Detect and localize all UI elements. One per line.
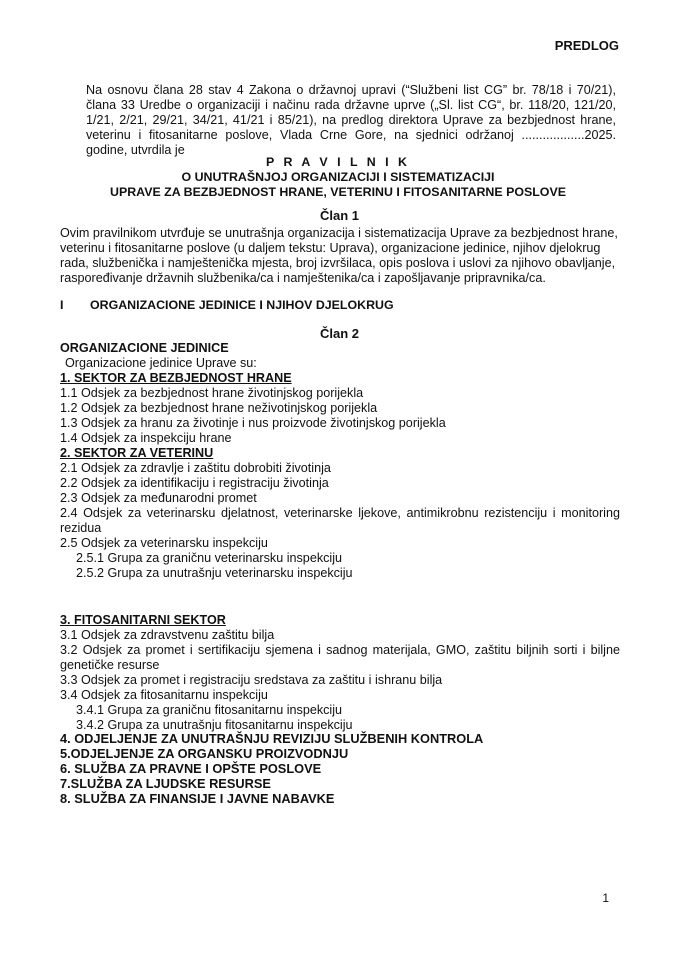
list-item: 2.2 Odsjek za identifikaciju i registraciju životinja	[60, 476, 329, 490]
document-title-block	[60, 155, 616, 200]
list-item: 1.4 Odsjek za inspekciju hrane	[60, 431, 232, 445]
list-item: 2.3 Odsjek za međunarodni promet	[60, 491, 257, 505]
clan-1-heading: Član 1	[319, 208, 359, 223]
page-number: 1	[602, 891, 609, 905]
unit-item: 4. ODJELJENJE ZA UNUTRAŠNJU REVIZIJU SLUŽBENIH KONTROLA	[60, 731, 484, 746]
list-item: 1.3 Odsjek za hranu za životinje i nus proizvode životinjskog porijekla	[60, 416, 446, 430]
list-item: 3.4 Odsjek za fitosanitarnu inspekciju	[60, 688, 268, 702]
list-item: 2.1 Odsjek za zdravlje i zaštitu dobrobiti životinja	[60, 461, 331, 475]
section-i-label: ORGANIZACIONE JEDINICE I NJIHOV DJELOKRUG	[90, 298, 394, 312]
unit-item: 6. SLUŽBA ZA PRAVNE I OPŠTE POSLOVE	[60, 761, 322, 776]
org-units-intro: Organizacione jedinice Uprave su:	[65, 356, 257, 370]
group-item: 2.5.2 Grupa za unutrašnju veterinarsku inspekciju	[76, 566, 353, 580]
clan-1-text: Ovim pravilnikom utvrđuje se unutrašnja organizacija i sistematizacija Uprave za bezbjednost hrane, veterinu i fitosanitarne poslove (u daljem tekstu: Uprava), organizacione jedinice, njihov djelokrug rada, službenička i namještenička mjesta, broj izvršilaca, opis poslova i uslovi za njihovo obavljanje, raspoređivanje državnih službenika/ca i namještenika/ca i zapošljavanje pripravnika/ca.	[60, 226, 618, 285]
organizational-units-list	[60, 341, 620, 733]
unit-item: 7.SLUŽBA ZA LJUDSKE RESURSE	[60, 776, 271, 791]
list-item: 1.2 Odsjek za bezbjednost hrane neživotinjskog porijekla	[60, 401, 378, 415]
spacer	[60, 581, 620, 613]
group-item: 3.4.1 Grupa za graničnu fitosanitarnu inspekciju	[76, 703, 343, 717]
list-item: 3.1 Odsjek za zdravstvenu zaštitu bilja	[60, 628, 275, 642]
sector-3-title: 3. FITOSANITARNI SEKTOR	[60, 613, 226, 627]
sector-2-title: 2. SEKTOR ZA VETERINU	[60, 446, 214, 460]
title-pravilnik: P R A V I L N I K	[266, 155, 410, 169]
title-line-2: O UNUTRAŠNJOJ ORGANIZACIJI I SISTEMATIZACIJI	[181, 170, 495, 184]
other-units-list	[60, 731, 483, 806]
clan-2-heading: Član 2	[319, 326, 359, 341]
group-item: 2.5.1 Grupa za graničnu veterinarsku inspekciju	[76, 551, 343, 565]
unit-item: 5.ODJELJENJE ZA ORGANSKU PROIZVODNJU	[60, 746, 349, 761]
section-i-heading	[60, 298, 394, 313]
preamble-paragraph: Na osnovu člana 28 stav 4 Zakona o državnoj upravi (“Službeni list CG” br. 78/18 i 70/21), člana 33 Uredbe o organizaciji i načinu rada državne uprve („Sl. list CG“, br. 118/20, 121/20, 1/21, 2/21, 29/21, 34/21, 41/21 i 85/21), na predlog direktora Uprave za bezbjednost hrane, veterinu i fitosanitarne poslove, Vlada Crne Gore, na sjednici održanoj ..................2025. godine, utvrdila je	[86, 83, 616, 157]
title-line-3: UPRAVE ZA BEZBJEDNOST HRANE, VETERINU I FITOSANITARNE POSLOVE	[110, 185, 566, 199]
org-units-subheading: ORGANIZACIONE JEDINICE	[60, 341, 229, 355]
list-item: 3.3 Odsjek za promet i registraciju sredstava za zaštitu i ishranu bilja	[60, 673, 443, 687]
list-item: 3.2 Odsjek za promet i sertifikaciju sjemena i sadnog materijala, GMO, zaštitu biljnih sorti i biljne genetičke resurse	[60, 643, 620, 672]
list-item: 2.4 Odsjek za veterinarsku djelatnost, veterinarske ljekove, antimikrobnu rezistenciju i monitoring rezidua	[60, 506, 620, 535]
unit-item: 8. SLUŽBA ZA FINANSIJE I JAVNE NABAVKE	[60, 791, 335, 806]
section-i-number: I	[60, 298, 64, 312]
list-item: 1.1 Odsjek za bezbjednost hrane životinjskog porijekla	[60, 386, 364, 400]
predlog-label: PREDLOG	[554, 38, 619, 53]
sector-1-title: 1. SEKTOR ZA BEZBJEDNOST HRANE	[60, 371, 292, 385]
group-item: 3.4.2 Grupa za unutrašnju fitosanitarnu inspekciju	[76, 718, 353, 732]
list-item: 2.5 Odsjek za veterinarsku inspekciju	[60, 536, 268, 550]
